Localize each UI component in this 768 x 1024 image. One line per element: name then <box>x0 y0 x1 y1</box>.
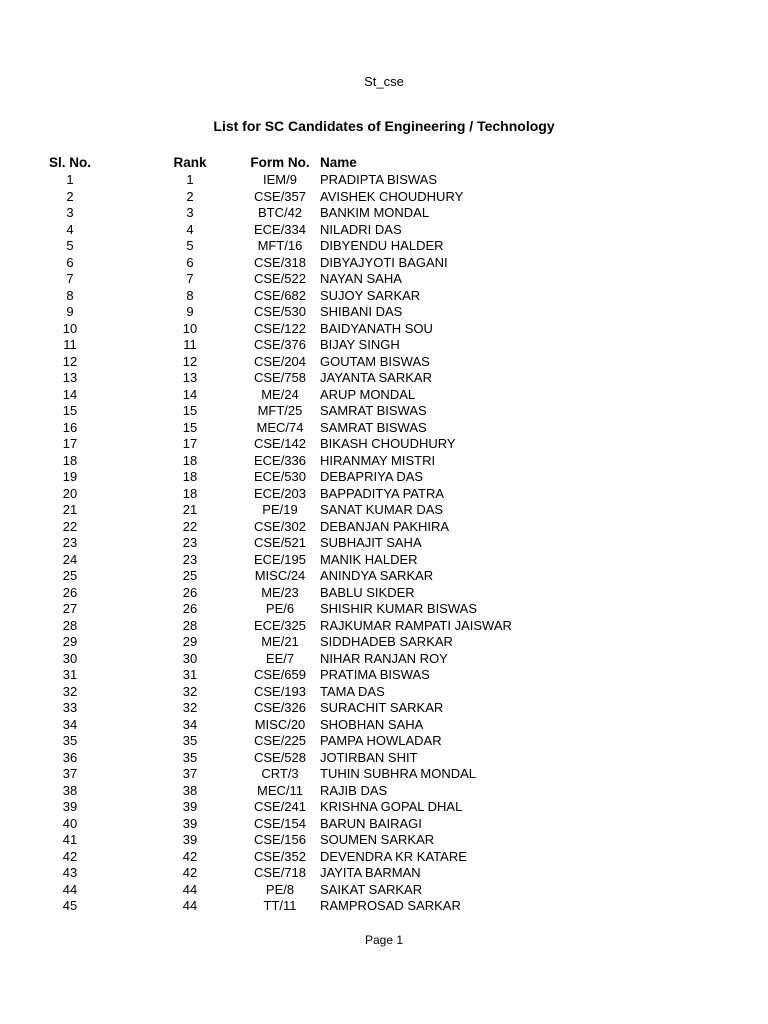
sl-no-cell: 8 <box>66 287 74 303</box>
sl-no-cell: 16 <box>62 419 78 435</box>
name-cell: ANINDYA SARKAR <box>320 568 434 583</box>
rank-cell: 15 <box>182 403 198 418</box>
form-no-cell: CSE/142 <box>253 436 307 451</box>
name-cell: SANAT KUMAR DAS <box>320 502 444 517</box>
name-cell: HIRANMAY MISTRI <box>320 452 436 468</box>
table-row <box>0 403 560 420</box>
name-cell: SURACHIT SARKAR <box>320 700 444 715</box>
name-cell: DIBYENDU HALDER <box>320 238 444 253</box>
name-cell: DEBANJAN PAKHIRA <box>320 518 450 534</box>
sl-no-cell: 20 <box>62 485 78 501</box>
sl-no-cell: 23 <box>62 535 78 550</box>
rank-cell: 5 <box>186 238 194 253</box>
rank-cell: 39 <box>182 815 198 831</box>
table-row <box>0 238 560 255</box>
sl-no-cell: 2 <box>66 188 74 204</box>
sl-no-cell: 25 <box>62 568 78 583</box>
rank-cell: 22 <box>182 518 198 534</box>
rank-cell: 26 <box>182 601 198 616</box>
form-no-cell: MFT/25 <box>257 403 303 418</box>
name-cell: SHISHIR KUMAR BISWAS <box>320 601 477 616</box>
sl-no-cell: 26 <box>62 584 78 600</box>
name-cell: TUHIN SUBHRA MONDAL <box>320 766 477 781</box>
form-no-cell: PE/19 <box>262 502 298 517</box>
form-no-cell: ECE/203 <box>253 485 307 501</box>
sl-no-cell: 13 <box>62 370 78 385</box>
table-row <box>0 172 560 189</box>
form-no-cell: CSE/659 <box>253 667 307 682</box>
name-cell: BAIDYANATH SOU <box>320 320 433 336</box>
rank-cell: 34 <box>182 716 198 732</box>
form-no-cell: CSE/193 <box>253 683 307 699</box>
name-cell: PAMPA HOWLADAR <box>320 733 442 748</box>
form-no-cell: BTC/42 <box>257 205 303 220</box>
rank-cell: 7 <box>186 271 194 286</box>
name-cell: JOTIRBAN SHIT <box>320 749 418 765</box>
sl-no-cell: 28 <box>62 617 78 633</box>
name-cell: DEBAPRIYA DAS <box>320 469 424 484</box>
sl-no-cell: 32 <box>62 683 78 699</box>
sl-no-cell: 12 <box>62 353 78 369</box>
rank-cell: 44 <box>182 898 198 913</box>
form-no-cell: MEC/11 <box>257 782 303 798</box>
form-no-cell: ME/21 <box>261 634 299 649</box>
rank-cell: 44 <box>182 881 198 897</box>
sl-no-cell: 15 <box>62 403 78 418</box>
rank-cell: 17 <box>182 436 198 451</box>
table-row <box>0 420 560 437</box>
sl-no-cell: 1 <box>66 172 74 187</box>
rank-cell: 26 <box>182 584 198 600</box>
sl-no-cell: 30 <box>62 650 78 666</box>
form-no-cell: IEM/9 <box>263 172 297 187</box>
form-no-cell: MISC/24 <box>254 568 306 583</box>
name-cell: ARUP MONDAL <box>320 386 416 402</box>
table-row <box>0 816 560 833</box>
sl-no-cell: 6 <box>66 254 74 270</box>
rank-cell: 13 <box>182 370 198 385</box>
column-header-rank: Rank <box>173 155 207 171</box>
name-cell: NIHAR RANJAN ROY <box>320 650 448 666</box>
name-cell: PRADIPTA BISWAS <box>320 172 438 187</box>
sl-no-cell: 5 <box>66 238 74 253</box>
form-no-cell: CSE/318 <box>253 254 307 270</box>
rank-cell: 23 <box>182 535 198 550</box>
table-row <box>0 288 560 305</box>
table-row <box>0 205 560 222</box>
table-row <box>0 849 560 866</box>
name-cell: JAYITA BARMAN <box>320 865 421 880</box>
name-cell: SHOBHAN SAHA <box>320 716 424 732</box>
form-no-cell: CSE/204 <box>253 353 307 369</box>
name-cell: GOUTAM BISWAS <box>320 353 430 369</box>
form-no-cell: CSE/376 <box>253 337 307 352</box>
table-row <box>0 469 560 486</box>
rank-cell: 11 <box>183 337 197 352</box>
form-no-cell: CSE/154 <box>253 815 307 831</box>
sl-no-cell: 9 <box>66 304 74 319</box>
sl-no-cell: 42 <box>62 848 78 864</box>
rank-cell: 18 <box>182 452 198 468</box>
name-cell: BIJAY SINGH <box>320 337 400 352</box>
form-no-cell: CSE/225 <box>253 733 307 748</box>
sl-no-cell: 44 <box>62 881 78 897</box>
rank-cell: 32 <box>182 700 198 715</box>
name-cell: RAJIB DAS <box>320 782 388 798</box>
sl-no-cell: 34 <box>62 716 78 732</box>
table-row <box>0 766 560 783</box>
table-row <box>0 370 560 387</box>
sl-no-cell: 17 <box>62 436 78 451</box>
form-no-cell: EE/7 <box>265 650 295 666</box>
name-cell: SUBHAJIT SAHA <box>320 535 422 550</box>
sl-no-cell: 19 <box>62 469 78 484</box>
form-no-cell: CRT/3 <box>261 766 299 781</box>
table-row <box>0 585 560 602</box>
name-cell: PRATIMA BISWAS <box>320 667 430 682</box>
rank-cell: 4 <box>186 221 194 237</box>
name-cell: SAMRAT BISWAS <box>320 403 427 418</box>
sl-no-cell: 35 <box>62 733 78 748</box>
rank-cell: 2 <box>186 188 194 204</box>
sl-no-cell: 27 <box>62 601 78 616</box>
form-no-cell: CSE/241 <box>253 799 307 814</box>
form-no-cell: ME/24 <box>261 386 299 402</box>
table-row <box>0 271 560 288</box>
sl-no-cell: 38 <box>62 782 78 798</box>
column-header-form-no: Form No. <box>250 155 310 171</box>
form-no-cell: CSE/522 <box>253 271 307 286</box>
rank-cell: 9 <box>186 304 194 319</box>
name-cell: NAYAN SAHA <box>320 271 402 286</box>
name-cell: BABLU SIKDER <box>320 584 415 600</box>
form-no-cell: CSE/758 <box>253 370 307 385</box>
sl-no-cell: 18 <box>62 452 78 468</box>
sl-no-cell: 3 <box>66 205 74 220</box>
name-cell: TAMA DAS <box>320 683 385 699</box>
rank-cell: 32 <box>182 683 198 699</box>
rank-cell: 25 <box>182 568 198 583</box>
form-no-cell: TT/11 <box>263 898 297 913</box>
form-no-cell: ECE/530 <box>253 469 307 484</box>
name-cell: DEVENDRA KR KATARE <box>320 848 467 864</box>
sl-no-cell: 22 <box>62 518 78 534</box>
form-no-cell: CSE/521 <box>253 535 307 550</box>
name-cell: BIKASH CHOUDHURY <box>320 436 456 451</box>
sl-no-cell: 31 <box>62 667 78 682</box>
form-no-cell: CSE/528 <box>253 749 307 765</box>
table-row <box>0 222 560 239</box>
name-cell: SUJOY SARKAR <box>320 287 421 303</box>
table-row <box>0 832 560 849</box>
sl-no-cell: 40 <box>62 815 78 831</box>
rank-cell: 38 <box>182 782 198 798</box>
table-row <box>0 436 560 453</box>
form-no-cell: CSE/122 <box>253 320 307 336</box>
sl-no-cell: 10 <box>62 320 78 336</box>
sl-no-cell: 37 <box>62 766 78 781</box>
table-row <box>0 667 560 684</box>
rank-cell: 14 <box>182 386 198 402</box>
sl-no-cell: 11 <box>63 337 77 352</box>
page-number: Page 1 <box>364 933 404 947</box>
sl-no-cell: 7 <box>66 271 74 286</box>
table-row <box>0 882 560 899</box>
rank-cell: 42 <box>182 848 198 864</box>
document-title: List for SC Candidates of Engineering / Technology <box>213 118 555 134</box>
name-cell: KRISHNA GOPAL DHAL <box>320 799 463 814</box>
rank-cell: 12 <box>182 353 198 369</box>
name-cell: RAJKUMAR RAMPATI JAISWAR <box>320 617 512 633</box>
rank-cell: 18 <box>182 469 198 484</box>
rank-cell: 1 <box>186 172 194 187</box>
name-cell: MANIK HALDER <box>320 551 418 567</box>
candidate-table <box>0 155 560 915</box>
rank-cell: 30 <box>182 650 198 666</box>
table-row <box>0 337 560 354</box>
sl-no-cell: 33 <box>62 700 78 715</box>
sl-no-cell: 43 <box>62 865 78 880</box>
form-no-cell: CSE/156 <box>253 832 307 847</box>
sl-no-cell: 4 <box>66 221 74 237</box>
sl-no-cell: 21 <box>62 502 78 517</box>
table-row <box>0 321 560 338</box>
name-cell: SHIBANI DAS <box>320 304 403 319</box>
table-row <box>0 519 560 536</box>
rank-cell: 35 <box>182 733 198 748</box>
rank-cell: 28 <box>182 617 198 633</box>
name-cell: BANKIM MONDAL <box>320 205 430 220</box>
rank-cell: 42 <box>182 865 198 880</box>
name-cell: BARUN BAIRAGI <box>320 815 422 831</box>
rank-cell: 18 <box>182 485 198 501</box>
table-row <box>0 799 560 816</box>
table-row <box>0 486 560 503</box>
table-row <box>0 733 560 750</box>
table-row <box>0 502 560 519</box>
form-no-cell: ECE/195 <box>253 551 307 567</box>
table-row <box>0 354 560 371</box>
rank-cell: 23 <box>182 551 198 567</box>
form-no-cell: PE/8 <box>265 881 295 897</box>
rank-cell: 15 <box>182 419 198 435</box>
table-row <box>0 618 560 635</box>
form-no-cell: ME/23 <box>261 584 299 600</box>
name-cell: BAPPADITYA PATRA <box>320 485 445 501</box>
table-row <box>0 865 560 882</box>
sl-no-cell: 24 <box>62 551 78 567</box>
form-no-cell: ECE/334 <box>253 221 307 237</box>
table-row <box>0 634 560 651</box>
rank-cell: 3 <box>186 205 194 220</box>
table-row <box>0 750 560 767</box>
table-row <box>0 898 560 915</box>
form-no-cell: MEC/74 <box>256 419 304 435</box>
table-row <box>0 189 560 206</box>
rank-cell: 21 <box>182 502 198 517</box>
form-no-cell: MFT/16 <box>257 238 303 253</box>
rank-cell: 39 <box>182 832 198 847</box>
rank-cell: 10 <box>182 320 198 336</box>
form-no-cell: CSE/682 <box>253 287 307 303</box>
name-cell: NILADRI DAS <box>320 221 402 237</box>
name-cell: DIBYAJYOTI BAGANI <box>320 254 448 270</box>
table-row <box>0 651 560 668</box>
table-row <box>0 304 560 321</box>
rank-cell: 6 <box>186 254 194 270</box>
name-cell: SAIKAT SARKAR <box>320 881 423 897</box>
table-body <box>0 172 560 915</box>
column-header-sl-no: Sl. No. <box>48 155 91 171</box>
rank-cell: 29 <box>182 634 198 649</box>
name-cell: SAMRAT BISWAS <box>320 419 427 435</box>
table-row <box>0 700 560 717</box>
rank-cell: 37 <box>182 766 198 781</box>
name-cell: JAYANTA SARKAR <box>320 370 432 385</box>
form-no-cell: CSE/302 <box>253 518 307 534</box>
form-no-cell: ECE/325 <box>253 617 307 633</box>
table-row <box>0 255 560 272</box>
name-cell: SIDDHADEB SARKAR <box>320 634 453 649</box>
table-row <box>0 684 560 701</box>
rank-cell: 39 <box>182 799 198 814</box>
form-no-cell: ECE/336 <box>253 452 307 468</box>
table-row <box>0 783 560 800</box>
form-no-cell: MISC/20 <box>254 716 306 732</box>
rank-cell: 31 <box>182 667 198 682</box>
sl-no-cell: 14 <box>62 386 78 402</box>
rank-cell: 35 <box>182 749 198 765</box>
form-no-cell: CSE/352 <box>253 848 307 864</box>
table-row <box>0 535 560 552</box>
rank-cell: 8 <box>186 287 194 303</box>
table-row <box>0 601 560 618</box>
form-no-cell: CSE/718 <box>253 865 307 880</box>
table-row <box>0 568 560 585</box>
table-header-row <box>0 155 560 172</box>
form-no-cell: CSE/326 <box>253 700 307 715</box>
form-no-cell: PE/6 <box>265 601 295 616</box>
sl-no-cell: 41 <box>62 832 78 847</box>
sl-no-cell: 39 <box>62 799 78 814</box>
name-cell: RAMPROSAD SARKAR <box>320 898 461 913</box>
table-row <box>0 453 560 470</box>
sl-no-cell: 36 <box>62 749 78 765</box>
form-no-cell: CSE/530 <box>253 304 307 319</box>
name-cell: SOUMEN SARKAR <box>320 832 435 847</box>
column-header-name: Name <box>320 155 357 171</box>
page-header: St_cse <box>364 74 404 89</box>
table-row <box>0 552 560 569</box>
form-no-cell: CSE/357 <box>253 188 307 204</box>
name-cell: AVISHEK CHOUDHURY <box>320 188 464 204</box>
table-row <box>0 387 560 404</box>
sl-no-cell: 29 <box>62 634 78 649</box>
sl-no-cell: 45 <box>62 898 78 913</box>
table-row <box>0 717 560 734</box>
